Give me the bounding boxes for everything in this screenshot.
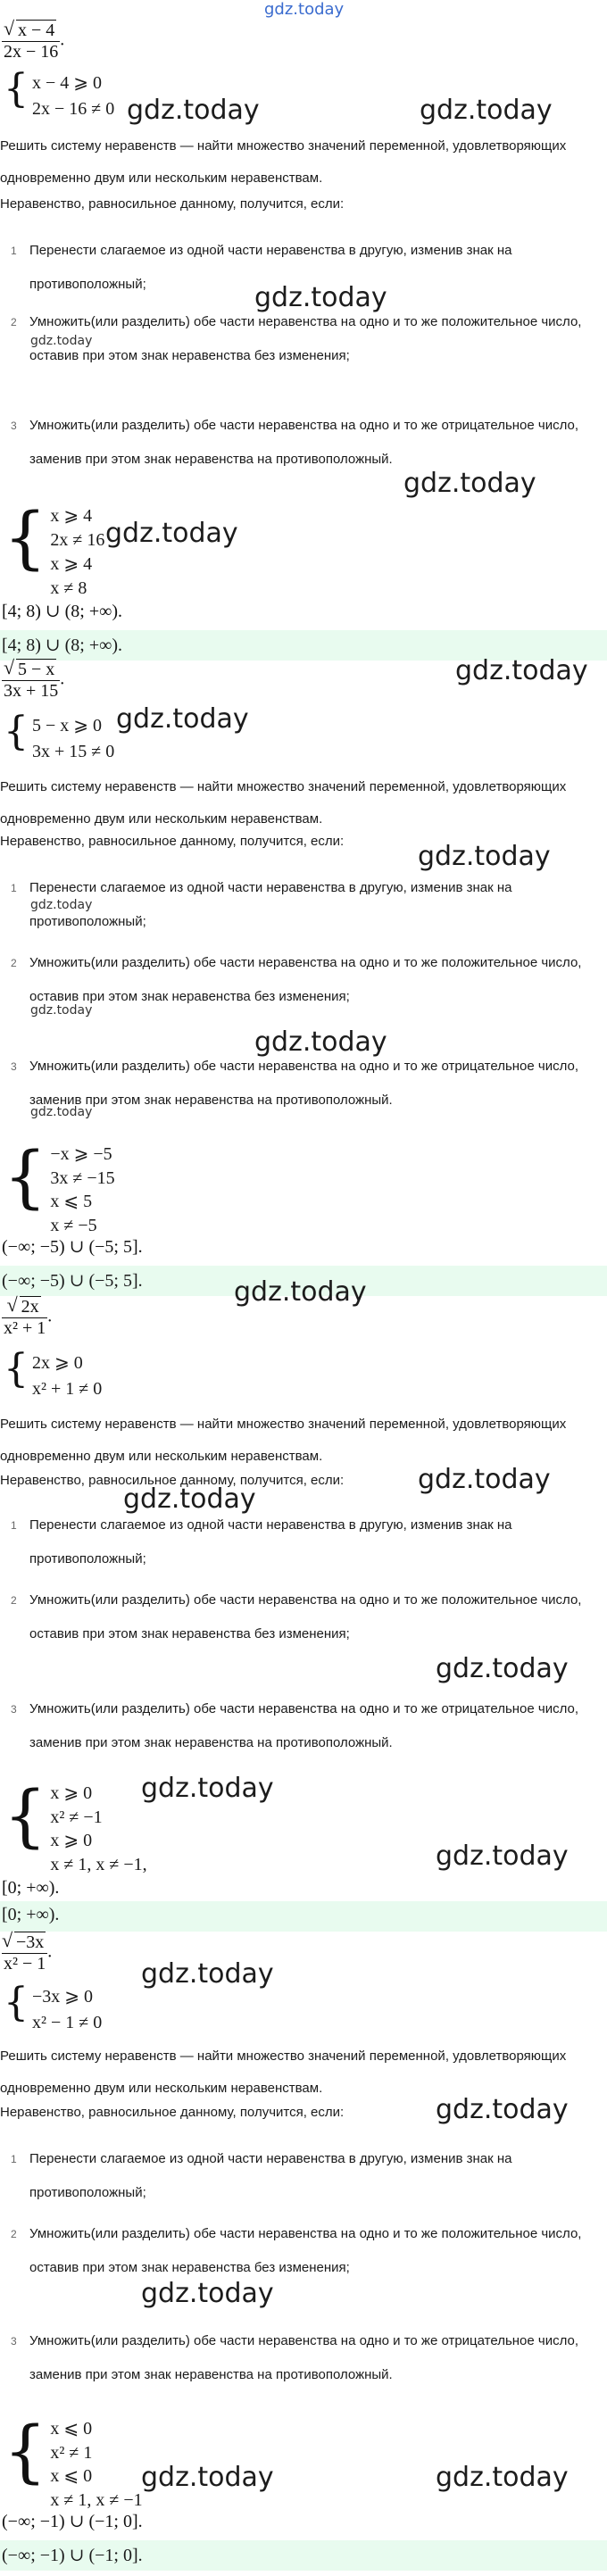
watermark: gdz.today	[455, 655, 588, 686]
rule-text: Умножить(или разделить) обе части неравенства на одно и то же положительное число, оставив при этом знак неравенства без изменения;	[29, 955, 582, 1004]
rule-number: 3	[11, 1060, 17, 1073]
system-row: x ≠ 8	[50, 578, 87, 598]
expr-denominator: x² + 1	[4, 1318, 46, 1338]
intro-text: Решить систему неравенств — найти множество значений переменной, удовлетворяющих одновременно двум или нескольким неравенствам.	[0, 2048, 567, 2096]
watermark: gdz.today	[30, 1105, 93, 1119]
answer-text: (−∞; −5) ∪ (−5; 5].	[2, 1271, 143, 1291]
rule-text: Перенести слагаемое из одной части неравенства в другую, изменив знак на противоположный;	[29, 243, 512, 292]
rule-number: 2	[11, 1594, 17, 1607]
watermark: gdz.today	[254, 282, 387, 313]
watermark: gdz.today	[30, 334, 93, 348]
system-row: x ⩽ 0	[50, 2466, 93, 2487]
expr-tail: .	[47, 1306, 53, 1326]
rule-number: 2	[11, 957, 17, 969]
expr-numerator: 5 − x	[18, 660, 55, 679]
expr-numerator: x − 4	[18, 21, 55, 40]
watermark: gdz.today	[418, 841, 551, 872]
system-row: x ⩾ 4	[50, 553, 93, 574]
watermark: gdz.today	[436, 2462, 569, 2493]
inequality-system	[4, 497, 105, 600]
system-row: 3x ≠ −15	[50, 1168, 115, 1188]
rule-text: Перенести слагаемое из одной части неравенства в другую, изменив знак на противоположный;	[29, 1517, 512, 1566]
system-row: x − 4 ⩾ 0	[32, 72, 103, 93]
system-row: x ⩾ 0	[50, 1831, 93, 1851]
equiv-text: Неравенство, равносильное данному, получится, если:	[0, 2105, 345, 2120]
result-text: [0; +∞).	[2, 1878, 60, 1898]
expr-numerator: 2x	[21, 1297, 39, 1317]
system-row: x² ≠ −1	[50, 1807, 103, 1827]
inequality-system	[4, 709, 115, 764]
system-row: 2x − 16 ≠ 0	[32, 98, 115, 119]
site-logo[interactable]: gdz.today	[264, 0, 345, 19]
answer-text: [4; 8) ∪ (8; +∞).	[2, 636, 123, 655]
brace: {	[4, 497, 47, 577]
watermark: gdz.today	[141, 2278, 274, 2309]
equiv-text: Неравенство, равносильное данному, получится, если:	[0, 1473, 345, 1488]
intro-text: Решить систему неравенств — найти множество значений переменной, удовлетворяющих одновременно двум или нескольким неравенствам.	[0, 1417, 567, 1464]
inequality-system	[4, 1775, 147, 1876]
expr-denominator: 3x + 15	[4, 681, 59, 701]
watermark: gdz.today	[234, 1276, 367, 1308]
expr-numerator: −3x	[16, 1932, 45, 1952]
rule-number: 3	[11, 420, 17, 432]
rule-text: Умножить(или разделить) обе части неравенства на одно и то же отрицательное число, заменив при этом знак неравенства на противоположный.	[29, 2333, 579, 2382]
result-text: (−∞; −1) ∪ (−1; 0].	[2, 2512, 143, 2531]
brace: {	[4, 66, 29, 112]
system-row: x ≠ 1, x ≠ −1,	[50, 1854, 147, 1874]
expression	[2, 20, 64, 62]
brace: {	[4, 1136, 47, 1216]
rule-number: 1	[11, 882, 17, 894]
intro-text: Решить систему неравенств — найти множество значений переменной, удовлетворяющих одновременно двум или нескольким неравенствам.	[0, 138, 567, 186]
system-row: x ≠ −5	[50, 1215, 97, 1235]
watermark: gdz.today	[123, 1483, 256, 1515]
system-row: x ⩾ 0	[50, 1783, 93, 1804]
rule-text: Умножить(или разделить) обе части неравенства на одно и то же положительное число, оставив при этом знак неравенства без изменения;	[29, 2226, 582, 2275]
inequality-system	[4, 1346, 103, 1401]
rule-number: 1	[11, 1519, 17, 1532]
watermark: gdz.today	[418, 1464, 551, 1495]
result-text: [4; 8) ∪ (8; +∞).	[2, 602, 123, 621]
watermark: gdz.today	[436, 2094, 569, 2125]
rule-number: 1	[11, 245, 17, 257]
watermark: gdz.today	[127, 95, 260, 126]
watermark: gdz.today	[436, 1841, 569, 1872]
inequality-system	[4, 1980, 103, 2035]
expr-denominator: 2x − 16	[4, 42, 59, 62]
brace: {	[4, 1980, 29, 2025]
expr-denominator: x² − 1	[4, 1954, 46, 1974]
inequality-system	[4, 2411, 143, 2512]
brace: {	[4, 1775, 47, 1855]
expr-tail: .	[60, 29, 65, 50]
watermark: gdz.today	[141, 1773, 274, 1804]
system-row: x² + 1 ≠ 0	[32, 1378, 103, 1399]
watermark: gdz.today	[436, 1653, 569, 1684]
answer-box	[0, 1901, 607, 1932]
answer-text: [0; +∞).	[2, 1905, 60, 1924]
rule-text: Умножить(или разделить) обе части неравенства на одно и то же положительное число, оставив при этом знак неравенства без изменения;	[29, 314, 582, 363]
watermark: gdz.today	[30, 898, 93, 912]
result-text: (−∞; −5) ∪ (−5; 5].	[2, 1237, 143, 1257]
rule-text: Перенести слагаемое из одной части неравенства в другую, изменив знак на противоположный;	[29, 880, 512, 929]
watermark: gdz.today	[254, 1026, 387, 1058]
expression	[2, 1296, 52, 1339]
system-row: −3x ⩾ 0	[32, 1986, 94, 2007]
rule-text: Умножить(или разделить) обе части неравенства на одно и то же отрицательное число, заменив при этом знак неравенства на противоположный.	[29, 1059, 579, 1108]
expression	[2, 659, 64, 702]
watermark: gdz.today	[141, 2462, 274, 2493]
watermark: gdz.today	[105, 518, 238, 549]
system-row: −x ⩾ −5	[50, 1144, 112, 1165]
system-row: 2x ≠ 16	[50, 529, 105, 550]
brace: {	[4, 2411, 47, 2490]
expression	[2, 1932, 52, 1974]
inequality-system	[4, 66, 115, 121]
system-row: x² ≠ 1	[50, 2442, 93, 2463]
equiv-text: Неравенство, равносильное данному, получится, если:	[0, 834, 345, 849]
watermark: gdz.today	[420, 95, 553, 126]
brace: {	[4, 1346, 29, 1392]
system-row: x ≠ 1, x ≠ −1	[50, 2489, 143, 2510]
system-row: 5 − x ⩾ 0	[32, 715, 103, 735]
system-row: x ⩽ 5	[50, 1192, 93, 1212]
answer-box	[0, 2540, 607, 2571]
rule-number: 2	[11, 2228, 17, 2240]
system-row: x ⩽ 0	[50, 2419, 93, 2439]
rule-text: Умножить(или разделить) обе части неравенства на одно и то же отрицательное число, заменив при этом знак неравенства на противоположный.	[29, 1701, 579, 1750]
rule-text: Перенести слагаемое из одной части неравенства в другую, изменив знак на противоположный;	[29, 2151, 512, 2200]
rule-text: Умножить(или разделить) обе части неравенства на одно и то же положительное число, оставив при этом знак неравенства без изменения;	[29, 1592, 582, 1641]
equiv-text: Неравенство, равносильное данному, получится, если:	[0, 196, 345, 212]
system-row: 3x + 15 ≠ 0	[32, 741, 115, 761]
expr-tail: .	[60, 669, 65, 689]
watermark: gdz.today	[141, 1958, 274, 1990]
rule-number: 3	[11, 2335, 17, 2347]
inequality-system	[4, 1136, 115, 1237]
watermark: gdz.today	[116, 703, 249, 735]
answer-text: (−∞; −1) ∪ (−1; 0].	[2, 2546, 143, 2565]
watermark: gdz.today	[30, 1003, 93, 1018]
rule-number: 1	[11, 2153, 17, 2165]
system-row: x ⩾ 4	[50, 505, 93, 526]
system-row: x² − 1 ≠ 0	[32, 2012, 103, 2032]
rule-text: Умножить(или разделить) обе части неравенства на одно и то же отрицательное число, заменив при этом знак неравенства на противоположный.	[29, 418, 579, 467]
system-row: 2x ⩾ 0	[32, 1352, 83, 1373]
watermark: gdz.today	[403, 468, 536, 499]
rule-number: 3	[11, 1703, 17, 1716]
rule-number: 2	[11, 316, 17, 328]
expr-tail: .	[47, 1941, 53, 1962]
intro-text: Решить систему неравенств — найти множество значений переменной, удовлетворяющих одновременно двум или нескольким неравенствам.	[0, 779, 567, 827]
brace: {	[4, 709, 29, 754]
